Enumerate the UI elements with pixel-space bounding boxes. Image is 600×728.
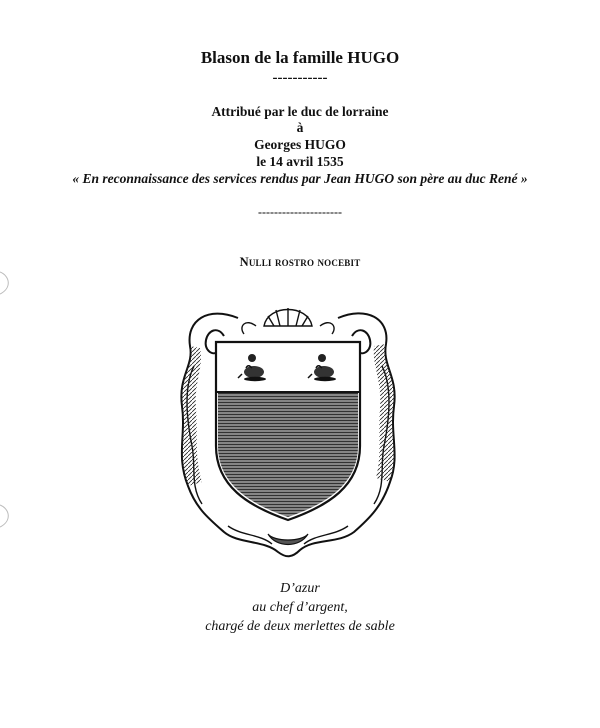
attribution-line-3: Georges HUGO bbox=[254, 137, 346, 152]
blazon-line-1: D’azur bbox=[280, 581, 320, 596]
attribution-quote: « En reconnaissance des services rendus par Jean HUGO son père au duc René » bbox=[72, 171, 528, 186]
binder-hole-mark-upper bbox=[0, 270, 14, 296]
bottom-scroll bbox=[268, 534, 308, 545]
attribution-line-2: à bbox=[296, 120, 304, 135]
frame-shading-left bbox=[181, 346, 202, 486]
quote-separator: --------------------- bbox=[258, 205, 342, 219]
title-separator: ----------- bbox=[272, 70, 328, 86]
page-title: Blason de la famille HUGO bbox=[200, 48, 400, 67]
binder-hole-mark-lower bbox=[0, 503, 14, 529]
frame-shading-right bbox=[374, 344, 395, 482]
blazon-line-2: au chef d’argent, bbox=[252, 600, 348, 615]
attribution-line-1: Attribué par le duc de lorraine bbox=[211, 104, 389, 119]
shield-field bbox=[218, 392, 358, 517]
coat-of-arms-illustration bbox=[168, 296, 408, 558]
blazon-line-3: chargé de deux merlettes de sable bbox=[205, 619, 395, 634]
shell-ornament bbox=[242, 308, 334, 334]
attribution-date: le 14 avril 1535 bbox=[256, 154, 344, 169]
shield bbox=[216, 342, 360, 520]
motto: Nulli rostro nocebit bbox=[239, 255, 361, 269]
